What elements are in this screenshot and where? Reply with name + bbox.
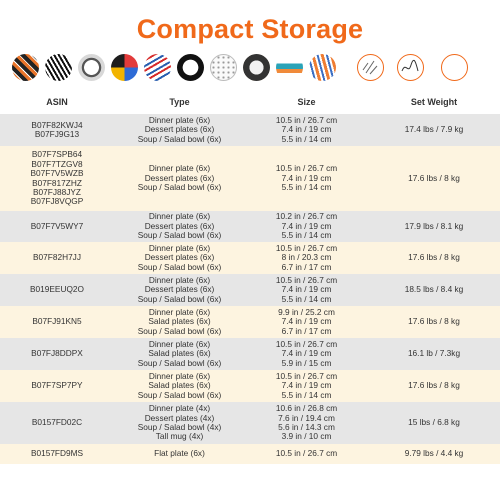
cell-type-line: Dessert plates (6x): [144, 284, 215, 295]
cell-type-line: Dessert plates (4x): [144, 412, 215, 423]
cell-type-line: Soup / Salad bowl (4x): [137, 422, 222, 432]
swatch-black-rim-icon[interactable]: [177, 54, 204, 81]
table-row: [0, 370, 500, 402]
table-row: [0, 402, 500, 444]
cell-type-line: Dessert plates (6x): [144, 220, 215, 231]
swatch-patterned-rim-icon[interactable]: [78, 54, 105, 81]
table-row: [0, 274, 500, 306]
cell-asin-line: B07F7V5WZB: [30, 168, 84, 179]
cell-asin-line: B07FJ9G13: [34, 129, 80, 139]
cell-weight-line: 9.79 lbs / 4.4 kg: [404, 448, 464, 459]
cell-type-line: Dinner plate (6x): [148, 274, 211, 285]
cell-size-line: 5.5 in / 14 cm: [281, 230, 332, 241]
cell-size-line: 5.6 in / 14.3 cm: [278, 422, 335, 432]
cell-size: [245, 338, 368, 370]
cell-weight: [368, 444, 500, 464]
cell-type-line: Soup / Salad bowl (6x): [137, 261, 222, 272]
cell-type: [114, 211, 245, 242]
cell-size: [245, 114, 368, 146]
cell-size-line: 9.9 in / 25.2 cm: [278, 306, 335, 317]
cell-size: [245, 370, 368, 402]
cell-type: [114, 242, 245, 274]
cell-type-line: Flat plate (6x): [154, 448, 205, 459]
cell-weight: [368, 338, 500, 370]
cell-type-line: Soup / Salad bowl (6x): [137, 325, 222, 336]
cell-weight: [368, 211, 500, 242]
table-row: [0, 338, 500, 370]
cell-weight: [368, 370, 500, 402]
table-row: [0, 242, 500, 274]
cell-type: [114, 146, 245, 211]
cell-weight-line: 17.4 lbs / 7.9 kg: [404, 124, 464, 135]
cell-size: [245, 306, 368, 338]
cell-weight: [368, 274, 500, 306]
swatch-orange-black-icon[interactable]: [12, 54, 39, 81]
cell-asin-line: B07F7SP7PY: [31, 380, 83, 391]
cell-size-line: 10.6 in / 26.8 cm: [275, 403, 338, 414]
cell-type: [114, 444, 245, 464]
swatch-red-blue-stripes-icon[interactable]: [144, 54, 171, 81]
cell-size: [245, 242, 368, 274]
cell-asin-line: B07F7TZGV8: [31, 158, 83, 169]
page-title: Compact Storage: [136, 14, 364, 44]
cell-weight-line: 17.6 lbs / 8 kg: [408, 252, 460, 263]
cell-asin: [0, 338, 114, 370]
cell-type-line: Dinner plate (6x): [148, 114, 211, 125]
cell-type-line: Dinner plate (6x): [148, 242, 211, 253]
cell-size-line: 5.5 in / 14 cm: [281, 293, 332, 304]
cell-size-line: 10.5 in / 26.7 cm: [275, 448, 338, 459]
cell-size-line: 5.5 in / 14 cm: [281, 182, 332, 193]
compact-storage-table: [0, 92, 500, 464]
cell-weight-line: 17.6 lbs / 8 kg: [408, 316, 460, 327]
cell-type-line: Soup / Salad bowl (6x): [137, 182, 222, 193]
cell-type-line: Dessert plates (6x): [144, 172, 215, 183]
cell-type-line: Soup / Salad bowl (6x): [137, 133, 222, 144]
cell-asin-line: B07F82KWJ4: [31, 119, 83, 130]
cell-asin: [0, 370, 114, 402]
cell-size: [245, 402, 368, 444]
cell-asin-line: B07F7SPB64: [31, 149, 83, 160]
swatch-black-white-stripes-icon[interactable]: [45, 54, 72, 81]
cell-size-line: 7.4 in / 19 cm: [281, 172, 332, 183]
cell-asin: [0, 114, 114, 146]
cell-size-line: 7.4 in / 19 cm: [281, 220, 332, 231]
cell-type-line: Dinner plate (6x): [148, 306, 211, 317]
table-header-row: [0, 92, 500, 114]
cell-size-line: 10.5 in / 26.7 cm: [275, 338, 338, 349]
cell-size-line: 5.9 in / 15 cm: [281, 357, 332, 368]
table-row: [0, 114, 500, 146]
cell-size-line: 7.6 in / 19.4 cm: [278, 412, 335, 423]
header-asin: ASIN: [46, 97, 68, 108]
cell-asin: [0, 402, 114, 444]
cell-size: [245, 444, 368, 464]
cell-size-line: 7.4 in / 19 cm: [281, 284, 332, 295]
cell-weight: [368, 306, 500, 338]
cell-asin: [0, 306, 114, 338]
header-type: Type: [169, 97, 190, 108]
table-row: [0, 306, 500, 338]
cell-type-line: Dinner plate (6x): [148, 163, 211, 174]
cell-size-line: 7.4 in / 19 cm: [281, 124, 332, 135]
cell-weight: [368, 146, 500, 211]
cell-type-line: Soup / Salad bowl (6x): [137, 230, 222, 241]
cell-asin: [0, 146, 114, 211]
cell-asin-line: B07F817ZHZ: [32, 177, 82, 188]
cell-asin: [0, 242, 114, 274]
cell-weight-line: 15 lbs / 6.8 kg: [408, 417, 460, 428]
cell-type-line: Dinner plate (6x): [148, 370, 211, 381]
cell-size: [245, 211, 368, 242]
cell-type-line: Salad plates (6x): [148, 348, 211, 359]
cell-weight-line: 18.5 lbs / 8.4 kg: [404, 284, 464, 295]
cell-size-line: 10.5 in / 26.7 cm: [275, 114, 338, 125]
cell-size-line: 7.4 in / 19 cm: [281, 380, 332, 391]
cell-type-line: Soup / Salad bowl (6x): [137, 389, 222, 400]
cell-weight: [368, 242, 500, 274]
swatch-dotted-icon[interactable]: [210, 54, 237, 81]
scribble-icon: [398, 55, 422, 79]
swatch-orange-blue-bands-icon[interactable]: [309, 54, 336, 81]
cell-size-line: 10.5 in / 26.7 cm: [275, 242, 338, 253]
cell-asin-line: B019EEUQ2O: [30, 284, 84, 295]
cell-asin-line: B0157FD02C: [31, 417, 83, 428]
table-body: [0, 114, 500, 464]
swatch-dark-rim-icon[interactable]: [243, 54, 270, 81]
cell-type: [114, 114, 245, 146]
cell-size: [245, 146, 368, 211]
cell-type-line: Dinner plate (6x): [148, 338, 211, 349]
table-row: [0, 211, 500, 242]
cell-type-line: Dinner plate (6x): [148, 211, 211, 222]
cell-size-line: 5.5 in / 14 cm: [281, 389, 332, 400]
cell-size-line: 3.9 in / 10 cm: [281, 431, 332, 442]
swatch-plain-white-icon[interactable]: [441, 54, 468, 81]
cell-asin-line: B07FJ8VQGP: [30, 196, 84, 207]
cell-asin-line: B0157FD9MS: [30, 448, 84, 459]
cell-type-line: Salad plates (6x): [148, 316, 211, 327]
pattern-swatches: [0, 52, 500, 84]
cell-asin-line: B07FJ91KN5: [32, 316, 82, 327]
cell-weight-line: 17.9 lbs / 8.1 kg: [404, 220, 464, 231]
cell-size-line: 6.7 in / 17 cm: [281, 325, 332, 336]
swatch-multicolor-icon[interactable]: [111, 54, 138, 81]
cell-type: [114, 370, 245, 402]
cell-type-line: Dessert plates (6x): [144, 124, 215, 135]
cell-asin-line: B07F82H7JJ: [33, 252, 81, 263]
cell-asin-line: B07FJ88JYZ: [33, 186, 81, 197]
table-row: [0, 444, 500, 464]
cell-size-line: 8 in / 20.3 cm: [281, 252, 332, 263]
cell-size-line: 7.4 in / 19 cm: [281, 348, 332, 359]
header-size: Size: [297, 97, 316, 108]
cell-weight: [368, 114, 500, 146]
cell-type: [114, 274, 245, 306]
cell-type-line: Tall mug (4x): [155, 431, 204, 442]
cell-size-line: 5.5 in / 14 cm: [281, 133, 332, 144]
swatch-scribble-outline-icon[interactable]: [397, 54, 424, 81]
cell-asin-line: B07FJ8DDPX: [31, 348, 83, 359]
sketch-lines-icon: [358, 55, 382, 79]
cell-weight-line: 17.6 lbs / 8 kg: [408, 172, 460, 183]
cell-type: [114, 306, 245, 338]
cell-type-line: Dessert plates (6x): [144, 252, 215, 263]
header-weight: Set Weight: [410, 97, 458, 108]
cell-type: [114, 402, 245, 444]
cell-type-line: Soup / Salad bowl (6x): [137, 293, 222, 304]
cell-size-line: 10.2 in / 26.7 cm: [275, 211, 338, 222]
cell-size: [245, 274, 368, 306]
cell-size-line: 10.5 in / 26.7 cm: [275, 163, 338, 174]
cell-weight-line: 17.6 lbs / 8 kg: [408, 380, 460, 391]
swatch-teal-orange-icon[interactable]: [276, 54, 303, 81]
cell-type: [114, 338, 245, 370]
table-row: [0, 146, 500, 211]
cell-asin-line: B07F7V5WY7: [30, 220, 84, 231]
cell-type-line: Soup / Salad bowl (6x): [137, 357, 222, 368]
cell-asin: [0, 444, 114, 464]
cell-type-line: Dinner plate (4x): [148, 403, 211, 414]
cell-size-line: 10.5 in / 26.7 cm: [275, 370, 338, 381]
cell-weight: [368, 402, 500, 444]
cell-size-line: 7.4 in / 19 cm: [281, 316, 332, 327]
cell-type-line: Salad plates (6x): [148, 380, 211, 391]
cell-size-line: 10.5 in / 26.7 cm: [275, 274, 338, 285]
cell-weight-line: 16.1 lb / 7.3kg: [407, 348, 461, 359]
cell-asin: [0, 211, 114, 242]
swatch-sketch-outline-icon[interactable]: [357, 54, 384, 81]
cell-asin: [0, 274, 114, 306]
cell-size-line: 6.7 in / 17 cm: [281, 261, 332, 272]
